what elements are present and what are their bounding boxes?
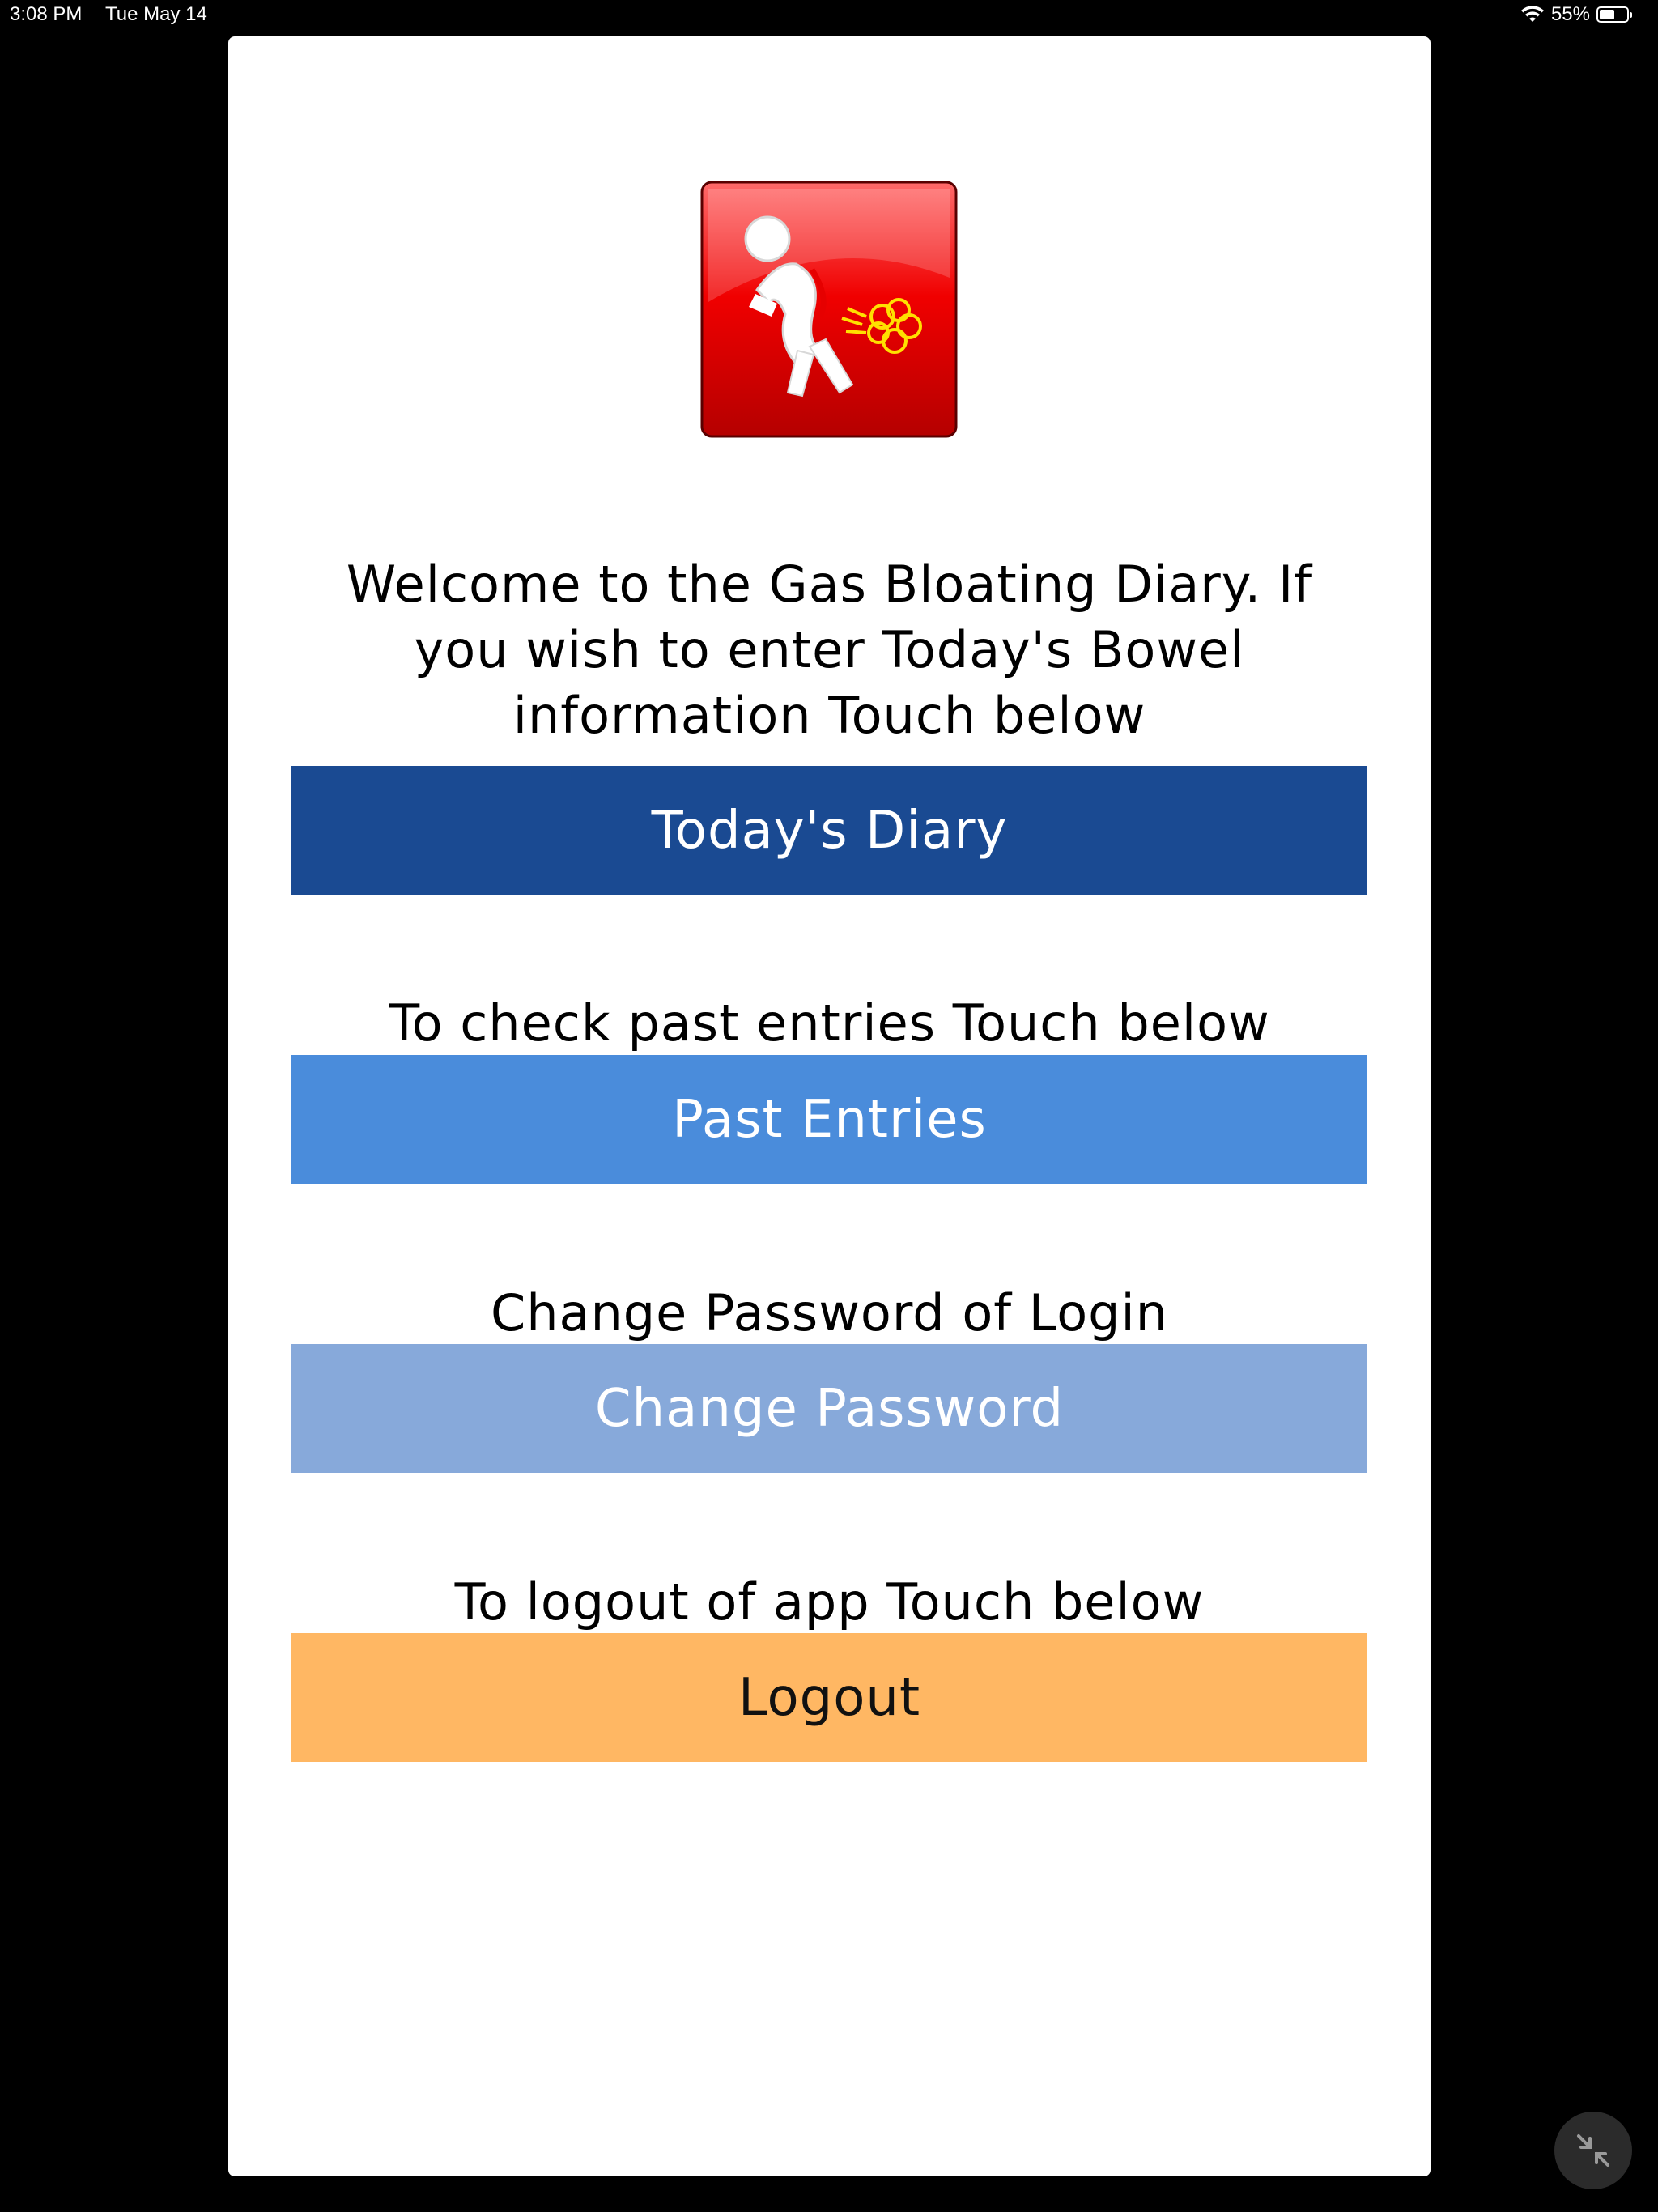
battery-percent: 55%	[1550, 3, 1590, 25]
change-password-button[interactable]: Change Password	[291, 1344, 1367, 1473]
logout-button[interactable]: Logout	[291, 1633, 1367, 1762]
wifi-icon	[1520, 6, 1545, 23]
collapse-arrows-icon[interactable]	[1554, 2112, 1632, 2189]
status-indicators	[1520, 3, 1629, 26]
main-card	[228, 36, 1431, 2176]
status-date: Tue May 14	[105, 3, 207, 25]
past-entries-instruction: To check past entries Touch below	[389, 993, 1270, 1053]
status-bar	[0, 0, 1658, 32]
todays-diary-button[interactable]: Today's Diary	[291, 766, 1367, 895]
status-time: 3:08 PM	[10, 3, 83, 25]
change-password-instruction: Change Password of Login	[490, 1283, 1169, 1342]
logout-instruction: To logout of app Touch below	[454, 1572, 1205, 1631]
battery-fill	[1600, 10, 1614, 19]
welcome-text: Welcome to the Gas Bloating Diary. If you wish to enter Today's Bowel information Touch below	[346, 555, 1313, 745]
battery-icon	[1596, 6, 1629, 23]
gas-bloating-person-icon	[700, 181, 958, 438]
past-entries-button[interactable]: Past Entries	[291, 1055, 1367, 1184]
